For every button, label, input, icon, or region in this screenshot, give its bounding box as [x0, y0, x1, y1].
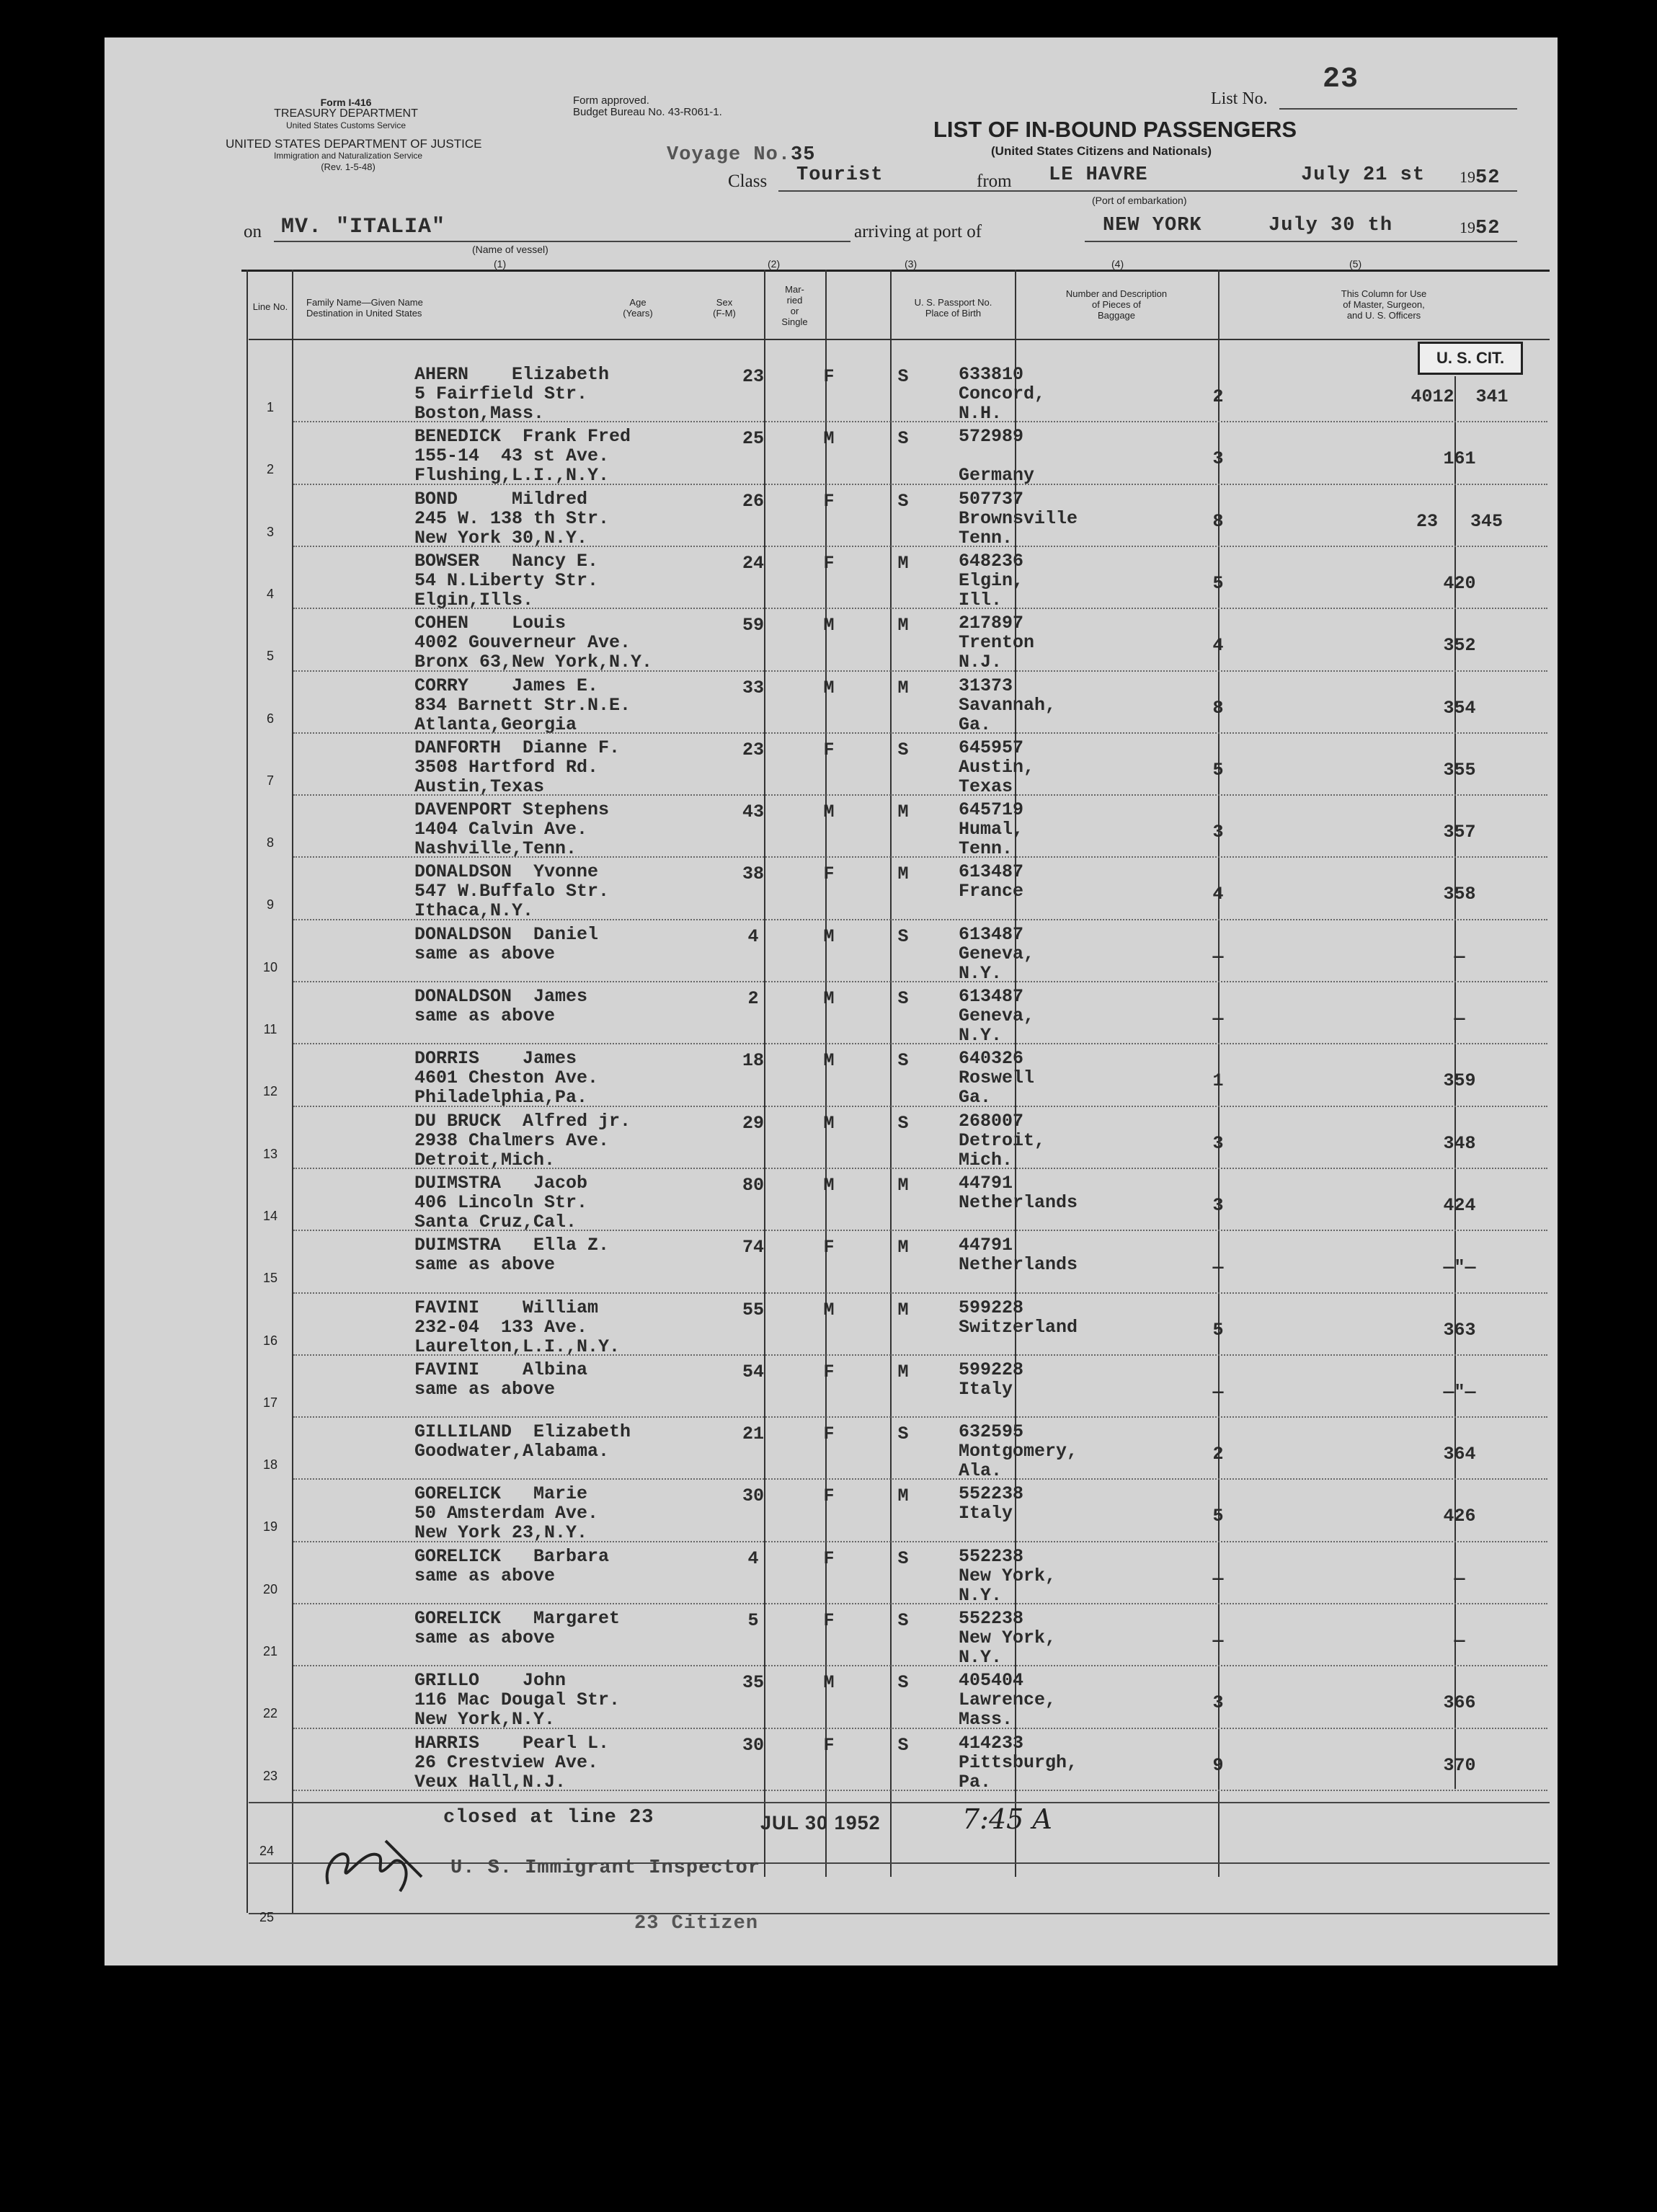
line-number: 13	[262, 1146, 278, 1161]
marital-status: S	[897, 1672, 909, 1694]
marital-status: S	[897, 988, 909, 1009]
line-25: 25	[259, 1910, 275, 1924]
sex-value: M	[823, 615, 835, 636]
col-num-5: (5)	[1349, 258, 1362, 270]
baggage-count: 3	[1212, 1692, 1224, 1714]
baggage-count: 5	[1212, 759, 1224, 781]
line-number: 4	[266, 586, 274, 601]
passport-birthplace: 613487 France	[959, 861, 1024, 902]
sex-value: F	[823, 1547, 835, 1569]
list-no-value: 23	[1323, 63, 1359, 96]
sex-value: M	[823, 677, 835, 698]
sex-value: F	[823, 1485, 835, 1507]
baggage-count: 4	[1212, 635, 1224, 657]
passport-birthplace: 640326 Roswell Ga.	[959, 1048, 1035, 1109]
passenger-name: DONALDSON Daniel same as above	[414, 923, 599, 964]
baggage-count: 3	[1212, 448, 1224, 470]
passenger-name: DANFORTH Dianne F. 3508 Hartford Rd. Austin,Texas	[414, 737, 621, 797]
age-value: 21	[742, 1423, 764, 1445]
age-value: 30	[742, 1734, 764, 1756]
passenger-name: DONALDSON James same as above	[414, 986, 588, 1026]
sex-value: M	[823, 1672, 835, 1694]
passport-birthplace: 552238 New York, N.Y.	[959, 1545, 1057, 1606]
baggage-count: 4	[1212, 884, 1224, 905]
sex-value: F	[823, 863, 835, 885]
line-number: 15	[262, 1271, 278, 1286]
passenger-name: GORELICK Margaret same as above	[414, 1608, 621, 1648]
table-row	[105, 1729, 1476, 1793]
line-number: 21	[262, 1644, 278, 1658]
budget-bureau: Budget Bureau No. 43-R061-1.	[573, 106, 722, 118]
passenger-name: GRILLO John 116 Mac Dougal Str. New York,N.Y.	[414, 1670, 621, 1731]
line-number: 14	[262, 1208, 278, 1223]
baggage-count: 9	[1212, 1754, 1224, 1776]
passport-birthplace: 645957 Austin, Texas	[959, 737, 1035, 797]
passenger-name: CORRY James E. 834 Barnett Str.N.E. Atlanta,Georgia	[414, 675, 631, 735]
sex-value: F	[823, 366, 835, 387]
table-row	[105, 1542, 1465, 1606]
officer-column-value: 354	[1443, 697, 1476, 719]
baggage-count: 3	[1212, 822, 1224, 843]
line-number: 23	[262, 1768, 278, 1783]
passenger-name: GORELICK Barbara same as above	[414, 1545, 610, 1586]
table-row	[105, 1294, 1476, 1357]
marital-status: S	[897, 1050, 909, 1072]
passenger-name: DORRIS James 4601 Cheston Ave. Philadelphia,Pa.	[414, 1048, 599, 1109]
justice-dept-block	[226, 137, 482, 173]
passport-birthplace: 414233 Pittsburgh, Pa.	[959, 1732, 1078, 1793]
passport-birthplace: 31373 Savannah, Ga.	[959, 675, 1057, 735]
marital-status: S	[897, 366, 909, 387]
table-row	[105, 547, 1476, 610]
officer-column-value: 355	[1443, 759, 1476, 781]
sex-value: M	[823, 1174, 835, 1196]
marital-status: S	[897, 1610, 909, 1631]
baggage-count: 8	[1212, 697, 1224, 719]
vessel-name: MV. "ITALIA"	[281, 215, 446, 239]
baggage-count: —	[1212, 946, 1224, 967]
passport-birthplace: 405404 Lawrence, Mass.	[959, 1670, 1057, 1731]
sex-value: F	[823, 490, 835, 512]
sex-value: M	[823, 1050, 835, 1072]
passport-birthplace: 632595 Montgomery, Ala.	[959, 1421, 1078, 1482]
voyage-label	[667, 144, 815, 166]
sex-value: F	[823, 1423, 835, 1445]
sex-value: M	[823, 925, 835, 947]
officer-column-value: 161	[1443, 448, 1476, 470]
passport-birthplace: 552238 Italy	[959, 1483, 1024, 1524]
baggage-count: —	[1212, 1008, 1224, 1029]
col-num-3: (3)	[905, 258, 918, 270]
officer-column-value: —	[1454, 1568, 1465, 1589]
line-number: 1	[266, 400, 274, 414]
marital-status: S	[897, 1112, 909, 1134]
form-subtitle: (United States Citizens and Nationals)	[991, 144, 1212, 158]
passport-birthplace: 44791 Netherlands	[959, 1235, 1078, 1276]
justice-dept: UNITED STATES DEPARTMENT OF JUSTICE	[226, 137, 482, 151]
passport-birthplace: 599228 Switzerland	[959, 1297, 1078, 1338]
on-label: on	[244, 222, 262, 241]
age-value: 5	[747, 1610, 759, 1631]
passenger-name: DUIMSTRA Ella Z. same as above	[414, 1235, 610, 1276]
line-number: 2	[266, 462, 274, 477]
officer-column-value: 364	[1443, 1444, 1476, 1465]
table-row	[105, 1107, 1476, 1171]
age-value: 55	[742, 1299, 764, 1320]
marital-status: S	[897, 739, 909, 760]
marital-status: S	[897, 1547, 909, 1569]
col-num-4: (4)	[1111, 258, 1124, 270]
marital-status: M	[897, 1237, 909, 1258]
manifest-page	[105, 37, 1558, 1966]
inspector-signature	[314, 1826, 436, 1898]
us-citizen-stamp: U. S. CIT.	[1418, 342, 1523, 375]
line-number: 9	[266, 897, 274, 912]
line-number: 19	[262, 1519, 278, 1534]
officer-column-value: —	[1454, 1008, 1465, 1029]
date-stamp: JUL 30 1952	[760, 1812, 881, 1834]
marital-status: M	[897, 1174, 909, 1196]
treasury-dept: TREASURY DEPARTMENT	[274, 107, 418, 120]
voyage-label-text: Voyage No.	[667, 144, 791, 166]
officer-column-value: 370	[1443, 1754, 1476, 1776]
table-row	[105, 920, 1465, 984]
table-row	[105, 1044, 1476, 1109]
age-value: 43	[742, 801, 764, 823]
marital-status: S	[897, 428, 909, 450]
marital-status: M	[897, 1485, 909, 1507]
arrival-date: July 30 th	[1269, 215, 1393, 236]
closed-at-line: closed at line 23	[443, 1807, 654, 1829]
class-label: Class	[728, 172, 768, 191]
col-header-baggage: Number and Description of Pieces of Baggage	[1065, 288, 1168, 321]
age-value: 29	[742, 1112, 764, 1134]
officer-column-value: 23 345	[1416, 510, 1503, 532]
form-title: LIST OF IN-BOUND PASSENGERS	[933, 117, 1297, 142]
sex-value: F	[823, 1734, 835, 1756]
marital-status: M	[897, 552, 909, 574]
col-header-line-no: Line No.	[252, 301, 288, 312]
officer-column-value: 366	[1443, 1692, 1476, 1714]
passenger-name: GORELICK Marie 50 Amsterdam Ave. New York 23,N.Y.	[414, 1483, 599, 1544]
passport-birthplace: 217897 Trenton N.J.	[959, 613, 1035, 673]
col-header-married: Mar- ried or Single	[781, 284, 808, 327]
baggage-count: —	[1212, 1568, 1224, 1589]
form-header-left	[227, 97, 465, 131]
class-value: Tourist	[796, 164, 884, 186]
passenger-name: DU BRUCK Alfred jr. 2938 Chalmers Ave. Detroit,Mich.	[414, 1110, 631, 1171]
officer-column-value: 352	[1443, 635, 1476, 657]
passport-birthplace: 648236 Elgin, Ill.	[959, 550, 1024, 610]
passport-birthplace: 599228 Italy	[959, 1359, 1024, 1400]
time-handwritten: 7:45 A	[962, 1803, 1052, 1835]
baggage-count: 5	[1212, 572, 1224, 594]
passenger-name: AHERN Elizabeth 5 Fairfield Str. Boston,Mass.	[414, 364, 610, 424]
passport-birthplace: 633810 Concord, N.H.	[959, 364, 1046, 424]
officer-column-value: 424	[1443, 1194, 1476, 1216]
line-number: 12	[262, 1084, 278, 1099]
officer-column-value: —	[1454, 1630, 1465, 1651]
line-number: 11	[263, 1022, 277, 1036]
col-num-1: (1)	[494, 258, 507, 270]
port-embark-note: (Port of embarkation)	[1092, 195, 1187, 206]
table-row	[105, 858, 1476, 922]
col-header-passport: U. S. Passport No. Place of Birth	[914, 297, 992, 319]
sex-value: F	[823, 1361, 835, 1382]
line-number: 17	[262, 1395, 278, 1410]
from-date: July 21 st	[1301, 164, 1426, 186]
table-row	[105, 734, 1476, 797]
line-number: 18	[262, 1457, 278, 1473]
marital-status: S	[897, 925, 909, 947]
officer-column-value: —"—	[1443, 1381, 1476, 1403]
baggage-count: 1	[1212, 1070, 1224, 1092]
col-header-age: Age (Years)	[623, 297, 653, 319]
passport-birthplace: 268007 Detroit, Mich.	[959, 1110, 1046, 1171]
marital-status: M	[897, 1361, 909, 1382]
officer-column-value: 363	[1443, 1319, 1476, 1341]
marital-status: S	[897, 1734, 909, 1756]
baggage-count: —	[1212, 1630, 1224, 1651]
line-number: 8	[266, 835, 274, 850]
baggage-count: 8	[1212, 510, 1224, 532]
passenger-name: COHEN Louis 4002 Gouverneur Ave. Bronx 63,New York,N.Y.	[414, 613, 653, 673]
age-value: 74	[742, 1237, 764, 1258]
sex-value: M	[823, 988, 835, 1009]
age-value: 30	[742, 1485, 764, 1507]
table-row	[105, 796, 1476, 860]
officer-column-value: 358	[1443, 884, 1476, 905]
year-prefix: 19	[1460, 168, 1475, 186]
baggage-count: 3	[1212, 1194, 1224, 1216]
passenger-name: HARRIS Pearl L. 26 Crestview Ave. Veux Hall,N.J.	[414, 1732, 610, 1793]
passport-birthplace: 552238 New York, N.Y.	[959, 1608, 1057, 1668]
officer-column-value: 420	[1443, 572, 1476, 594]
table-row	[105, 672, 1476, 735]
age-value: 4	[747, 925, 759, 947]
officer-column-value: —"—	[1443, 1257, 1476, 1279]
marital-status: S	[897, 1423, 909, 1445]
baggage-count: 3	[1212, 1132, 1224, 1154]
form-revision: (Rev. 1-5-48)	[321, 161, 376, 172]
form-approved: Form approved.	[573, 94, 649, 107]
form-approved-block	[573, 95, 722, 118]
sex-value: F	[823, 1237, 835, 1258]
age-value: 35	[742, 1672, 764, 1694]
passenger-name: FAVINI William 232-04 133 Ave. Laurelton,L.I.,N.Y.	[414, 1297, 621, 1357]
passport-birthplace: 44791 Netherlands	[959, 1172, 1078, 1213]
baggage-count: —	[1212, 1257, 1224, 1279]
line-number: 16	[262, 1333, 278, 1348]
table-row	[105, 1418, 1476, 1482]
marital-status: S	[897, 490, 909, 512]
passenger-name: GILLILAND Elizabeth Goodwater,Alabama.	[414, 1421, 631, 1462]
passport-birthplace: 645719 Humal, Tenn.	[959, 799, 1024, 860]
line-number: 20	[262, 1581, 278, 1596]
baggage-count: 5	[1212, 1319, 1224, 1341]
officer-column-value: 348	[1443, 1132, 1476, 1154]
passenger-name: BOND Mildred 245 W. 138 th Str. New York 30,N.Y.	[414, 488, 610, 548]
passenger-name: BENEDICK Frank Fred 155-14 43 st Ave. Flushing,L.I.,N.Y.	[414, 426, 631, 487]
age-value: 24	[742, 552, 764, 574]
passport-birthplace: 613487 Geneva, N.Y.	[959, 986, 1035, 1046]
sex-value: M	[823, 428, 835, 450]
marital-status: M	[897, 677, 909, 698]
baggage-count: 2	[1212, 1444, 1224, 1465]
age-value: 23	[742, 366, 764, 387]
table-row	[105, 1231, 1476, 1292]
from-port: LE HAVRE	[1049, 164, 1148, 186]
from-year	[1460, 167, 1500, 189]
passenger-name: DONALDSON Yvonne 547 W.Buffalo Str. Ithaca,N.Y.	[414, 861, 610, 922]
age-value: 33	[742, 677, 764, 698]
age-value: 54	[742, 1361, 764, 1382]
marital-status: M	[897, 863, 909, 885]
sex-value: M	[823, 1299, 835, 1320]
sex-value: F	[823, 739, 835, 760]
officer-column-value: —	[1454, 946, 1465, 967]
table-row	[105, 1604, 1465, 1668]
age-value: 59	[742, 615, 764, 636]
arrival-year	[1460, 218, 1500, 239]
arriving-label: arriving at port of	[854, 222, 982, 241]
from-year-value: 52	[1475, 167, 1501, 189]
age-value: 26	[742, 490, 764, 512]
line-number: 10	[262, 959, 278, 974]
marital-status: M	[897, 801, 909, 823]
line-number: 7	[266, 773, 274, 788]
passenger-name: DAVENPORT Stephens 1404 Calvin Ave. Nashville,Tenn.	[414, 799, 610, 860]
marital-status: M	[897, 1299, 909, 1320]
table-row	[105, 1356, 1476, 1416]
passenger-name: DUIMSTRA Jacob 406 Lincoln Str. Santa Cruz,Cal.	[414, 1172, 588, 1232]
passport-birthplace: 613487 Geneva, N.Y.	[959, 923, 1035, 984]
officer-column-value: 426	[1443, 1506, 1476, 1527]
col-num-2: (2)	[768, 258, 781, 270]
sex-value: F	[823, 552, 835, 574]
col-header-sex: Sex (F-M)	[713, 297, 736, 319]
officer-column-value: 4012 341	[1411, 386, 1509, 407]
passport-birthplace: 507737 Brownsville Tenn.	[959, 488, 1078, 548]
age-value: 25	[742, 428, 764, 450]
line-24: 24	[259, 1844, 275, 1858]
arrival-port: NEW YORK	[1103, 215, 1202, 236]
sex-value: M	[823, 1112, 835, 1134]
officer-column-value: 359	[1443, 1070, 1476, 1092]
table-row	[105, 485, 1503, 548]
list-no-label: List No.	[1211, 89, 1268, 108]
table-row	[105, 1480, 1476, 1544]
line-number: 22	[262, 1706, 278, 1721]
table-row	[105, 422, 1476, 487]
line-number: 6	[266, 711, 274, 726]
table-row	[105, 1169, 1476, 1232]
line-number: 3	[266, 524, 274, 539]
table-row	[105, 1666, 1476, 1731]
sex-value: F	[823, 1610, 835, 1631]
form-id: Form I-416	[320, 97, 372, 108]
age-value: 80	[742, 1174, 764, 1196]
vessel-note: (Name of vessel)	[472, 244, 548, 255]
customs-service: United States Customs Service	[285, 120, 407, 130]
baggage-count: —	[1212, 1381, 1224, 1403]
table-row	[105, 609, 1476, 673]
age-value: 18	[742, 1050, 764, 1072]
age-value: 2	[747, 988, 759, 1009]
ins-service: Immigration and Naturalization Service	[273, 151, 423, 161]
line-number: 5	[266, 649, 274, 664]
table-row	[105, 360, 1509, 424]
age-value: 23	[742, 739, 764, 760]
arrival-year-value: 52	[1475, 218, 1501, 239]
age-value: 4	[747, 1547, 759, 1569]
baggage-count: 5	[1212, 1506, 1224, 1527]
passport-birthplace: 572989 Germany	[959, 426, 1035, 487]
voyage-no: 35	[791, 144, 816, 166]
year-prefix-2: 19	[1460, 218, 1475, 236]
age-value: 38	[742, 863, 764, 885]
col-header-officers: This Column for Use of Master, Surgeon, and U. S. Officers	[1341, 288, 1427, 321]
inspector-label: U. S. Immigrant Inspector	[450, 1857, 761, 1879]
from-label: from	[977, 172, 1012, 191]
officer-column-value: 357	[1443, 822, 1476, 843]
passenger-name: FAVINI Albina same as above	[414, 1359, 588, 1400]
sex-value: M	[823, 801, 835, 823]
baggage-count: 2	[1212, 386, 1224, 407]
passenger-name: BOWSER Nancy E. 54 N.Liberty Str. Elgin,Ills.	[414, 550, 599, 610]
citizen-count: 23 Citizen	[634, 1913, 759, 1935]
table-row	[105, 982, 1465, 1046]
col-header-name: Family Name—Given Name Destination in United States	[306, 297, 423, 319]
marital-status: M	[897, 615, 909, 636]
